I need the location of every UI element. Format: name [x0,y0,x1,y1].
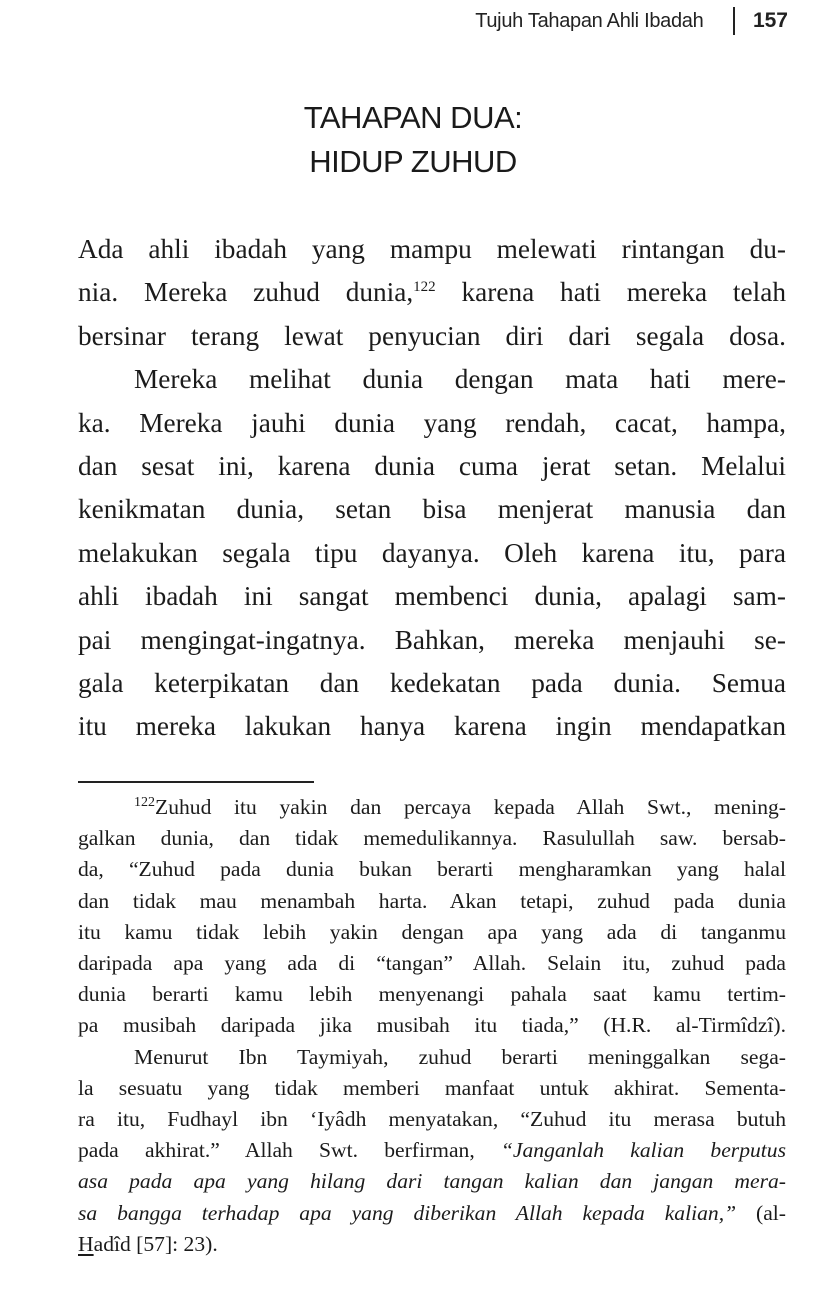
text-line [78,1229,786,1260]
text-line: itu mereka lakukan hanya karena ingin mendapatkan [78,711,786,742]
text-line: pa musibah daripada jika musibah itu tiada,” (H.R. al-Tirmîdzî). [78,1013,786,1038]
text-line [78,271,786,314]
paragraph-2 [78,358,786,749]
body-text [78,228,786,749]
footnote-reference[interactable]: 122 [413,279,436,296]
quran-quote: “Janganlah kalian berputus [500,1138,786,1163]
text-line: Ada ahli ibadah yang mampu melewati rintangan du- [78,234,786,264]
text-line: daripada apa yang ada di “tangan” Allah. Selain itu, zuhud pada [78,951,786,976]
quran-quote: asa pada apa yang hilang dari tangan kalian dan jangan mera- [78,1169,786,1194]
chapter-title-line-2: HIDUP ZUHUD [309,144,517,179]
footnote-122 [78,792,786,1260]
text-line: galkan dunia, dan tidak memedulikannya. Rasulullah saw. bersab- [78,826,786,851]
text-run: nia. Mereka zuhud dunia, [78,277,414,308]
header-divider [733,7,735,35]
text-line: itu kamu tidak lebih yakin dengan apa yang ada di tanganmu [78,919,786,944]
text-line: ka. Mereka jauhi dunia yang rendah, cacat, hampa, [78,407,786,438]
text-line [78,792,786,823]
text-line [78,1135,786,1166]
running-title: Tujuh Tahapan Ahli Ibadah [475,9,704,32]
text-line [78,1166,786,1197]
text-run: (al- [736,1200,786,1225]
text-line: Menurut Ibn Taymiyah, zuhud berarti meninggalkan sega- [134,1044,786,1069]
text-line: gala keterpikatan dan kedekatan pada dunia. Semua [78,668,786,699]
text-line: dan tidak mau menambah harta. Akan tetapi, zuhud pada dunia [78,888,786,913]
text-line: da, “Zuhud pada dunia bukan berarti mengharamkan yang halal [78,857,786,882]
footnote-divider [78,781,314,783]
text-run: Zuhud itu yakin dan percaya kepada Allah Swt., mening- [155,795,786,819]
text-line: la sesuatu yang tidak memberi manfaat untuk akhirat. Sementa- [78,1075,786,1100]
text-line: dan sesat ini, karena dunia cuma jerat setan. Melalui [78,451,786,482]
text-line [78,1198,786,1229]
paragraph-1 [78,228,786,358]
text-run: adîd [57]: 23). [93,1231,218,1256]
text-line: dunia berarti kamu lebih menyenangi pahala saat kamu tertim- [78,982,786,1007]
text-line: bersinar terang lewat penyucian diri dari segala dosa. [78,320,786,351]
text-run: pada akhirat.” Allah Swt. berfirman, [78,1138,501,1163]
footnote-number: 122 [134,794,155,810]
footnote-paragraph-2 [78,1042,786,1260]
footnote-paragraph-1 [78,792,786,1042]
transliteration-letter: H [78,1231,94,1256]
chapter-title-line-1: TAHAPAN DUA: [303,100,523,135]
text-line: ahli ibadah ini sangat membenci dunia, apalagi sam- [78,581,786,612]
text-line: melakukan segala tipu dayanya. Oleh karena itu, para [78,537,786,568]
text-line: pai mengingat-ingatnya. Bahkan, mereka menjauhi se- [78,624,786,655]
quran-quote: sa bangga terhadap apa yang diberikan Allah kepada kalian,” [78,1200,737,1225]
text-line: Mereka melihat dunia dengan mata hati mere- [134,364,786,395]
page-number: 157 [752,9,788,32]
chapter-title [0,96,826,184]
text-run: karena hati mereka telah [435,277,786,308]
running-head [475,6,788,36]
text-line: ra itu, Fudhayl ibn ‘Iyâdh menyatakan, “Zuhud itu merasa butuh [78,1107,786,1132]
text-line: kenikmatan dunia, setan bisa menjerat manusia dan [78,494,786,525]
